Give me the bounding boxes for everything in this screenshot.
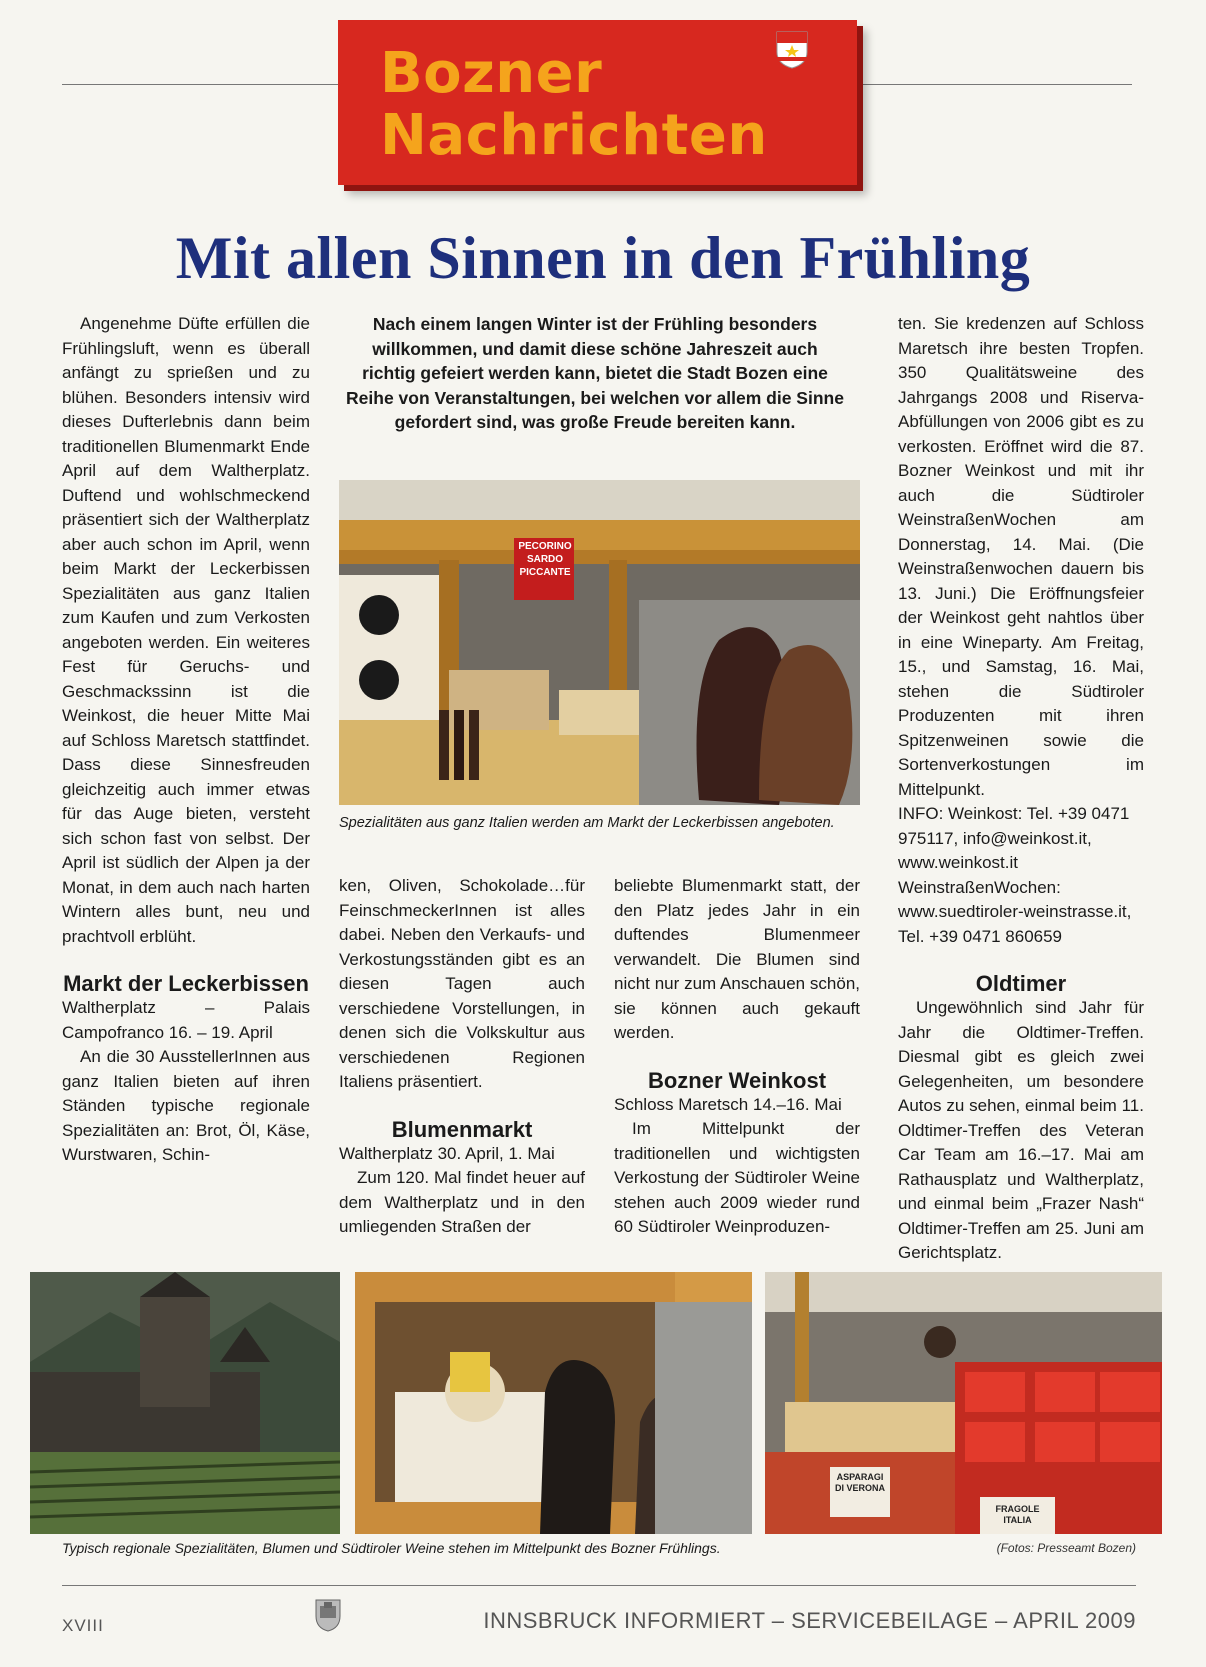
section-heading-blumenmarkt: Blumenmarkt xyxy=(391,1116,533,1142)
footer-title: INNSBRUCK INFORMIERT – SERVICEBEILAGE – APRIL 2009 xyxy=(483,1608,1136,1633)
weinstrassen-info: WeinstraßenWochen: www.suedtiroler-weinstrasse.it, Tel. +39 0471 860659 xyxy=(898,877,1132,946)
bolzano-crest-icon xyxy=(775,30,809,70)
blumenmarkt-paragraph: Zum 120. Mal findet heuer auf dem Waltherplatz und in den umliegenden Straßen der xyxy=(339,1168,585,1236)
page-number: XVIII xyxy=(62,1616,104,1635)
footer-rule xyxy=(62,1585,1136,1586)
column-3 xyxy=(614,874,860,1240)
markt-paragraph-continued: ken, Oliven, Schokolade…für FeinschmeckerInnen ist alles dabei. Neben den Verkaufs- und Verkostungsständen gibt es an diesen Tagen auch verschiedene Vorstellungen, in denen sich die Volkskultur aus verschiedenen Regionen Italiens präsentiert. xyxy=(339,876,585,1091)
blumenmarkt-paragraph-continued: beliebte Blumenmarkt statt, der den Platz jedes Jahr in ein duftendes Blumenmeer verwandelt. Die Blumen sind nicht nur zum Anschauen schön, sie können auch gekauft werden. xyxy=(614,876,860,1042)
castle-vineyard-photo xyxy=(30,1272,340,1534)
column-4 xyxy=(898,312,1144,1266)
section-heading-markt: Markt der Leckerbissen xyxy=(63,971,309,996)
lead-paragraph: Nach einem langen Winter ist der Frühling besonders willkommen, und damit diese schöne Jahreszeit auch richtig gefeiert werden kann, bietet die Stadt Bozen eine Reihe von Veranstaltungen, bei welchen vor allem die Sinne gefordert sind, was große Freude bereiten kann. xyxy=(346,314,844,432)
weinkost-paragraph: Im Mittelpunkt der traditionellen und wichtigsten Verkostung der Südtiroler Weine stehen auch 2009 wieder rund 60 Südtiroler Weinproduzen- xyxy=(614,1119,860,1236)
page-headline: Mit allen Sinnen in den Frühling xyxy=(175,225,1031,291)
markt-paragraph: An die 30 AusstellerInnen aus ganz Italien bieten auf ihren Ständen typische regionale Spezialitäten an: Brot, Öl, Käse, Wurstwaren, Schin- xyxy=(62,1047,310,1164)
markt-place-date: Waltherplatz – Palais Campofranco 16. – 19. April xyxy=(62,998,310,1042)
masthead xyxy=(338,20,857,185)
flower-market-photo xyxy=(355,1272,752,1534)
column-1 xyxy=(62,312,310,1168)
section-heading-oldtimer: Oldtimer xyxy=(975,971,1067,996)
oldtimer-paragraph: Ungewöhnlich sind Jahr für Jahr die Oldtimer-Treffen. Diesmal gibt es gleich zwei Gelegenheiten, um besondere Autos zu sehen, einmal beim 11. Oldtimer-Treffen des Veteran Car Team am 16.–17. Mai am Rathausplatz und Waltherplatz, und einmal beim „Frazer Nash“ Oldtimer-Treffen am 25. Juni am Gerichtsplatz. xyxy=(898,998,1144,1262)
header-rule-right xyxy=(862,84,1132,85)
header-rule-left xyxy=(62,84,338,85)
intro-paragraph: Angenehme Düfte erfüllen die Frühlingsluft, wenn es überall anfängt zu sprießen und zu blühen. Besonders intensiv wird dieses Dufterlebnis dann beim traditionellen Blumenmarkt Ende April auf dem Waltherplatz. Duftend und wohlschmeckend präsentiert sich der Waltherplatz aber auch schon im April, wenn beim Markt der Leckerbissen Spezialitäten aus ganz Italien zum Kaufen und zum Verkosten angeboten werden. Ein weiteres Fest für Geruchs- und Geschmackssinn ist die Weinkost, die heuer Mitte Mai auf Schloss Maretsch stattfindet. Dass diese Sinnesfreuden gleichzeitig auch immer etwas für das Auge bieten, versteht sich schon fast von selbst. Der April ist südlich der Alpen ja der Monat, in dem auch nach harten Wintern alles bunt, neu und prachtvoll erblüht. xyxy=(62,314,310,946)
weinkost-info: INFO: Weinkost: Tel. +39 0471 975117, info@weinkost.it, www.weinkost.it xyxy=(898,804,1130,872)
masthead-title-line2: Nachrichten xyxy=(380,103,768,168)
bottom-photos-caption: Typisch regionale Spezialitäten, Blumen und Südtiroler Weine stehen im Mittelpunkt des Bozner Frühlings. xyxy=(62,1540,721,1556)
innsbruck-coat-of-arms-icon xyxy=(314,1598,342,1632)
blumenmarkt-place-date: Waltherplatz 30. April, 1. Mai xyxy=(339,1143,555,1163)
column-2 xyxy=(339,874,585,1240)
section-heading-weinkost: Bozner Weinkost xyxy=(647,1067,827,1093)
weinkost-paragraph-continued: ten. Sie kredenzen auf Schloss Maretsch ihre besten Tropfen. 350 Qualitätsweine des Jahrgangs 2008 und Riserva-Abfüllungen von 2006 gibt es zu verkosten. Eröffnet wird die 87. Bozner Weinkost und mit ihr auch die Südtiroler WeinstraßenWochen am Donnerstag, 14. Mai. (Die Weinstraßenwochen dauern bis 13. Juni.) Die Eröffnungsfeier der Weinkost geht nahtlos über in eine Wineparty. Am Freitag, 15., und Samstag, 16. Mai, stehen die Südtiroler Produzenten mit ihren Spitzenweinen sowie die Sortenverkostungen im Mittelpunkt. xyxy=(898,314,1144,799)
market-stall-photo xyxy=(339,480,860,805)
asparagus-sign: ASPARAGI DI VERONA xyxy=(834,1472,885,1493)
main-photo-caption: Spezialitäten aus ganz Italien werden am Markt der Leckerbissen angeboten. xyxy=(339,815,835,831)
strawberry-sign: FRAGOLE ITALIA xyxy=(995,1504,1040,1525)
produce-stall-photo xyxy=(765,1272,1162,1534)
pecorino-sign: PECORINO SARDO PICCANTE xyxy=(518,541,572,578)
weinkost-place-date: Schloss Maretsch 14.–16. Mai xyxy=(614,1094,842,1114)
photo-credit: (Fotos: Presseamt Bozen) xyxy=(996,1541,1136,1555)
masthead-title-line1: Bozner xyxy=(380,41,603,106)
